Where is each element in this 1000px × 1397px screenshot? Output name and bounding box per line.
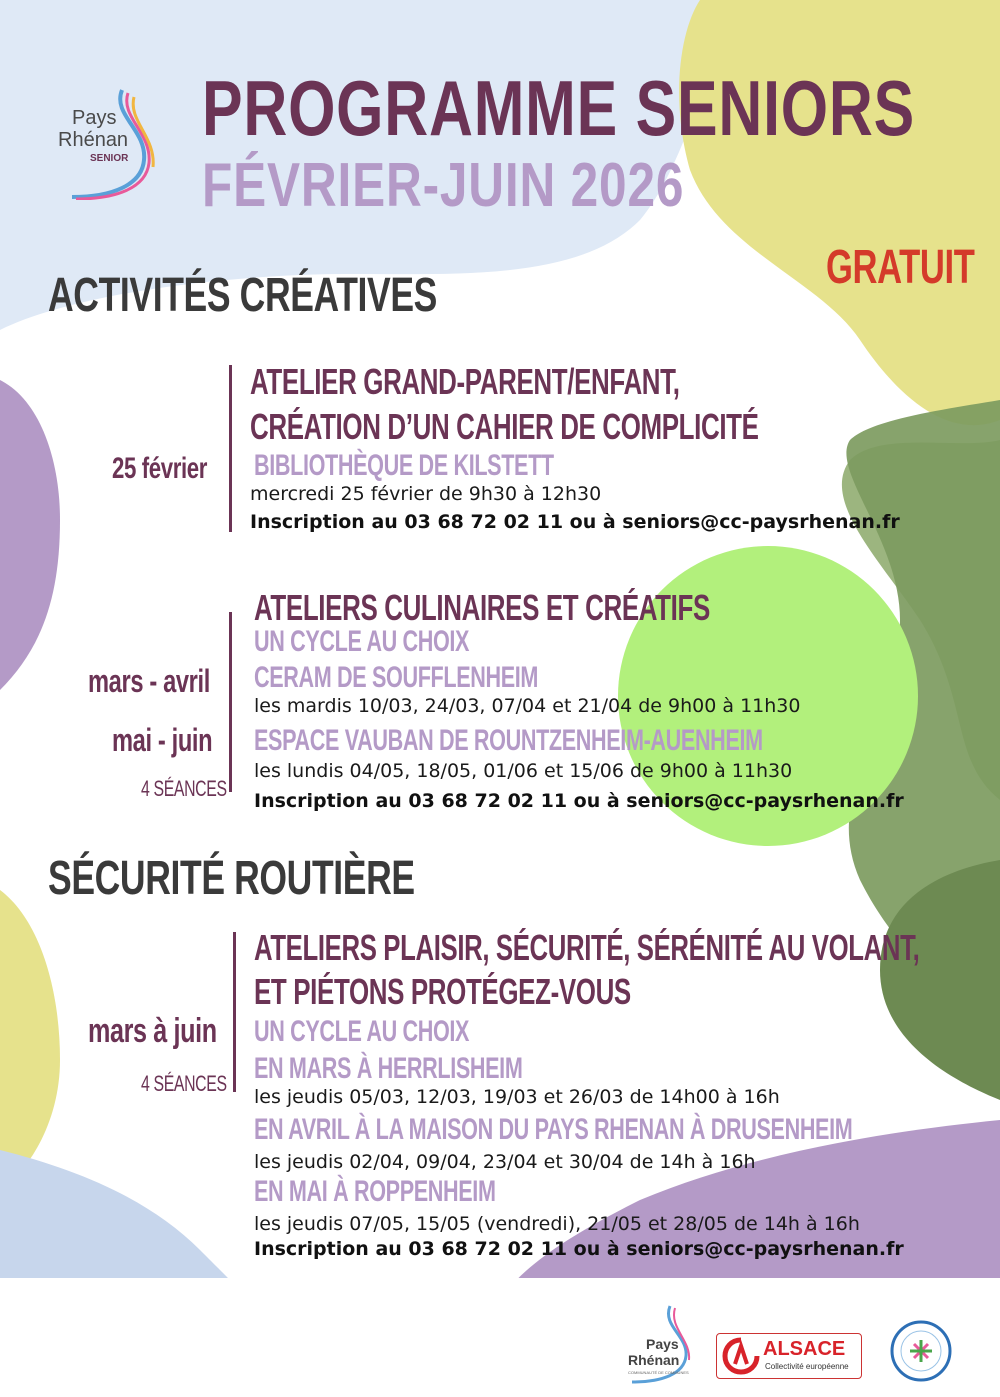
signup-info: Inscription au 03 68 72 02 11 ou à seniors@cc-paysrhenan.fr [250,511,900,533]
logo-rhenan: Rhénan [628,1352,680,1368]
event-place: EN MARS À HERRLISHEIM [254,1052,523,1085]
event-title: ATELIER GRAND-PARENT/ENFANT, [250,361,680,402]
session-count: 4 SÉANCES [141,776,227,801]
divider-line [229,365,232,532]
free-badge: GRATUIT [826,241,975,294]
event-schedule: les lundis 04/05, 18/05, 01/06 et 15/06 de 9h00 à 11h30 [254,760,793,782]
signup-info: Inscription au 03 68 72 02 11 ou à seniors@cc-paysrhenan.fr [254,1238,904,1260]
conference-seal [890,1320,952,1382]
signup-info: Inscription au 03 68 72 02 11 ou à seniors@cc-paysrhenan.fr [254,790,904,812]
footer [0,1278,1000,1397]
event-place: EN MAI À ROPPENHEIM [254,1175,496,1208]
event-place: EN AVRIL À LA MAISON DU PAYS RHENAN À DRUSENHEIM [254,1113,853,1146]
alsace-logo [716,1333,862,1379]
event-cycle: UN CYCLE AU CHOIX [254,1015,470,1048]
session-count: 4 SÉANCES [141,1071,227,1096]
event-schedule: les jeudis 05/03, 12/03, 19/03 et 26/03 de 14h00 à 16h [254,1086,780,1108]
event-schedule: mercredi 25 février de 9h30 à 12h30 [250,483,602,505]
lilac-left-blob [0,380,60,690]
alsace-emblem-icon [721,1336,761,1376]
event-place: ESPACE VAUBAN DE ROUNTZENHEIM-AUENHEIM [254,724,763,757]
event-schedule: les mardis 10/03, 24/03, 07/04 et 21/04 de 9h00 à 11h30 [254,695,801,717]
divider-line [229,612,232,792]
section-heading-road: SÉCURITÉ ROUTIÈRE [48,852,415,905]
event-schedule: les jeudis 02/04, 09/04, 23/04 et 30/04 de 14h à 16h [254,1151,756,1173]
section-heading-creative: ACTIVITÉS CRÉATIVES [48,269,437,322]
event-title: CRÉATION D’UN CAHIER DE COMPLICITÉ [250,406,759,447]
seal-icon [890,1320,952,1382]
page-subtitle: FÉVRIER-JUIN 2026 [202,151,685,220]
event-cycle: UN CYCLE AU CHOIX [254,625,470,658]
event-schedule: les jeudis 07/05, 15/05 (vendredi), 21/05 et 28/05 de 14h à 16h [254,1213,860,1235]
yellow-left-blob [0,890,60,1190]
event-title: ATELIERS CULINAIRES ET CRÉATIFS [254,587,710,628]
event-date: mars - avril [88,663,210,699]
divider-line [233,932,236,1092]
alsace-tagline: Collectivité européenne [765,1362,849,1371]
pays-rhenan-logo [622,1304,692,1384]
logo-rhenan: Rhénan [58,129,129,151]
page-title: PROGRAMME SENIORS [202,64,915,152]
alsace-name: ALSACE [763,1338,846,1360]
event-date: 25 février [112,452,208,485]
event-date: mars à juin [88,1012,217,1050]
lilac-bottom-blob [500,1120,1000,1300]
event-place: CERAM DE SOUFFLENHEIM [254,661,539,694]
logo-pays: Pays [72,107,117,129]
event-title: ET PIÉTONS PROTÉGEZ-VOUS [254,971,631,1012]
event-title: ATELIERS PLAISIR, SÉCURITÉ, SÉRÉNITÉ AU VOLANT, [254,927,920,968]
logo-tagline: COMMUNAUTÉ DE COMMUNES [628,1370,689,1375]
logo-senior: SENIOR [90,153,129,164]
event-date: mai - juin [112,722,213,758]
pays-rhenan-senior-logo [52,85,162,200]
logo-pays: Pays [646,1336,679,1352]
event-place: BIBLIOTHÈQUE DE KILSTETT [254,449,554,482]
